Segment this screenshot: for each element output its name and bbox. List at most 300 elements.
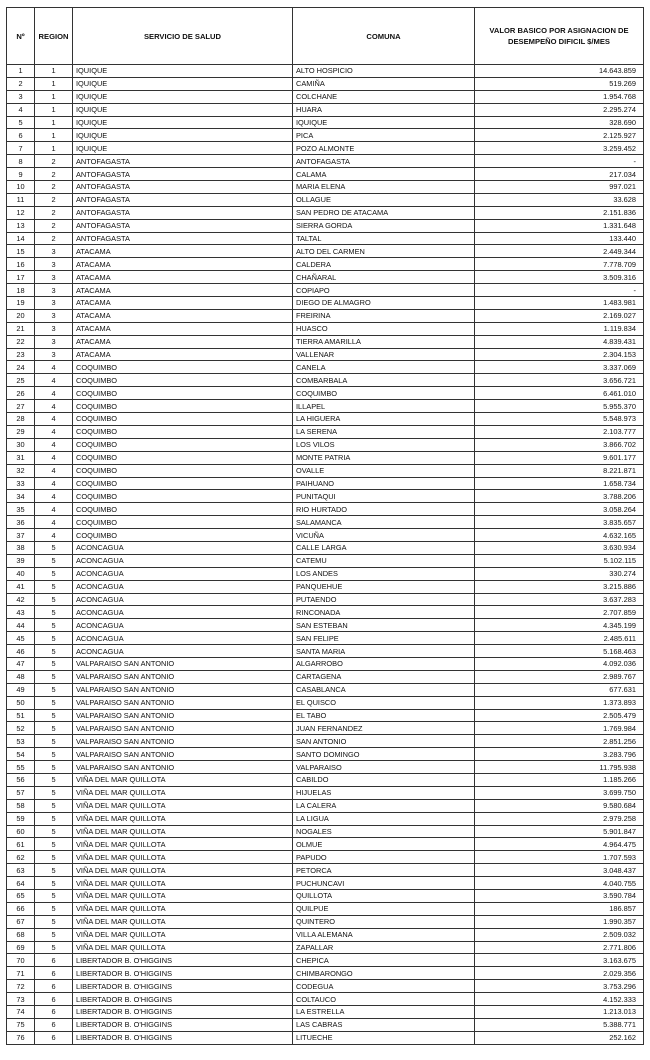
cell-num: 40	[7, 567, 35, 580]
cell-servicio: ANTOFAGASTA	[73, 219, 293, 232]
cell-region: 4	[35, 477, 73, 490]
cell-num: 47	[7, 657, 35, 670]
table-row	[7, 477, 644, 490]
cell-valor: 9.601.177	[475, 451, 644, 464]
cell-num: 73	[7, 993, 35, 1006]
cell-comuna: SAN PEDRO DE ATACAMA	[293, 206, 475, 219]
cell-servicio: COQUIMBO	[73, 516, 293, 529]
cell-num: 24	[7, 361, 35, 374]
cell-region: 4	[35, 438, 73, 451]
cell-num: 35	[7, 503, 35, 516]
cell-comuna: RIO HURTADO	[293, 503, 475, 516]
cell-num: 14	[7, 232, 35, 245]
cell-valor: 9.580.684	[475, 799, 644, 812]
table-row	[7, 232, 644, 245]
cell-servicio: VIÑA DEL MAR QUILLOTA	[73, 928, 293, 941]
cell-valor: 3.215.886	[475, 580, 644, 593]
table-row	[7, 1018, 644, 1031]
cell-valor: 1.769.984	[475, 722, 644, 735]
table-row	[7, 619, 644, 632]
cell-servicio: COQUIMBO	[73, 438, 293, 451]
cell-num: 23	[7, 348, 35, 361]
table-row	[7, 748, 644, 761]
table-row	[7, 696, 644, 709]
cell-valor: 2.029.356	[475, 967, 644, 980]
table-row	[7, 812, 644, 825]
table-row	[7, 825, 644, 838]
table-row	[7, 786, 644, 799]
cell-num: 33	[7, 477, 35, 490]
table-row	[7, 490, 644, 503]
table-row	[7, 245, 644, 258]
table-row	[7, 735, 644, 748]
cell-servicio: ACONCAGUA	[73, 645, 293, 658]
table-row	[7, 851, 644, 864]
cell-valor: 3.337.069	[475, 361, 644, 374]
cell-servicio: ACONCAGUA	[73, 606, 293, 619]
cell-comuna: CALDERA	[293, 258, 475, 271]
cell-servicio: VIÑA DEL MAR QUILLOTA	[73, 851, 293, 864]
cell-servicio: VALPARAISO SAN ANTONIO	[73, 761, 293, 774]
cell-region: 4	[35, 516, 73, 529]
cell-servicio: ATACAMA	[73, 245, 293, 258]
cell-servicio: VIÑA DEL MAR QUILLOTA	[73, 890, 293, 903]
cell-valor: 6.461.010	[475, 387, 644, 400]
cell-comuna: MONTE PATRIA	[293, 451, 475, 464]
cell-servicio: VIÑA DEL MAR QUILLOTA	[73, 864, 293, 877]
cell-comuna: OLLAGUE	[293, 193, 475, 206]
cell-valor: 2.851.256	[475, 735, 644, 748]
cell-comuna: CASABLANCA	[293, 683, 475, 696]
cell-region: 1	[35, 142, 73, 155]
cell-region: 5	[35, 851, 73, 864]
cell-comuna: PUTAENDO	[293, 593, 475, 606]
cell-region: 2	[35, 155, 73, 168]
cell-region: 6	[35, 993, 73, 1006]
cell-comuna: SAN ESTEBAN	[293, 619, 475, 632]
cell-num: 30	[7, 438, 35, 451]
cell-comuna: CHAÑARAL	[293, 271, 475, 284]
cell-servicio: LIBERTADOR B. O'HIGGINS	[73, 993, 293, 1006]
cell-region: 4	[35, 451, 73, 464]
cell-valor: 2.485.611	[475, 632, 644, 645]
cell-servicio: COQUIMBO	[73, 425, 293, 438]
cell-servicio: COQUIMBO	[73, 490, 293, 503]
cell-valor: 2.169.027	[475, 309, 644, 322]
cell-servicio: COQUIMBO	[73, 413, 293, 426]
table-row	[7, 129, 644, 142]
cell-valor: 997.021	[475, 181, 644, 194]
cell-region: 5	[35, 877, 73, 890]
cell-region: 5	[35, 645, 73, 658]
cell-servicio: VALPARAISO SAN ANTONIO	[73, 683, 293, 696]
header-num: Nº	[7, 8, 35, 65]
cell-valor: 5.548.973	[475, 413, 644, 426]
cell-comuna: CALAMA	[293, 168, 475, 181]
table-row	[7, 464, 644, 477]
cell-comuna: TIERRA AMARILLA	[293, 335, 475, 348]
cell-comuna: CALLE LARGA	[293, 541, 475, 554]
cell-region: 3	[35, 322, 73, 335]
cell-valor: 2.509.032	[475, 928, 644, 941]
cell-servicio: COQUIMBO	[73, 477, 293, 490]
cell-num: 70	[7, 954, 35, 967]
cell-region: 5	[35, 670, 73, 683]
cell-num: 22	[7, 335, 35, 348]
cell-valor: 2.125.927	[475, 129, 644, 142]
cell-servicio: VIÑA DEL MAR QUILLOTA	[73, 941, 293, 954]
cell-region: 4	[35, 387, 73, 400]
cell-servicio: LIBERTADOR B. O'HIGGINS	[73, 1006, 293, 1019]
cell-comuna: VICUÑA	[293, 529, 475, 542]
table-row	[7, 593, 644, 606]
cell-valor: 1.213.013	[475, 1006, 644, 1019]
cell-valor: 3.656.721	[475, 374, 644, 387]
table-row	[7, 567, 644, 580]
cell-num: 31	[7, 451, 35, 464]
cell-region: 5	[35, 928, 73, 941]
cell-region: 5	[35, 709, 73, 722]
cell-region: 4	[35, 413, 73, 426]
cell-valor: 2.979.258	[475, 812, 644, 825]
cell-region: 2	[35, 232, 73, 245]
table-row	[7, 993, 644, 1006]
table-row	[7, 877, 644, 890]
cell-servicio: IQUIQUE	[73, 129, 293, 142]
cell-num: 7	[7, 142, 35, 155]
cell-comuna: ALTO DEL CARMEN	[293, 245, 475, 258]
cell-region: 3	[35, 335, 73, 348]
cell-region: 5	[35, 567, 73, 580]
cell-valor: 330.274	[475, 567, 644, 580]
asignacion-table	[6, 7, 644, 1045]
table-row	[7, 838, 644, 851]
cell-region: 3	[35, 245, 73, 258]
cell-comuna: TALTAL	[293, 232, 475, 245]
table-row	[7, 322, 644, 335]
cell-region: 6	[35, 967, 73, 980]
cell-servicio: COQUIMBO	[73, 400, 293, 413]
cell-region: 5	[35, 619, 73, 632]
cell-region: 4	[35, 490, 73, 503]
cell-valor: 3.048.437	[475, 864, 644, 877]
cell-comuna: FREIRINA	[293, 309, 475, 322]
cell-valor: 2.989.767	[475, 670, 644, 683]
cell-servicio: ATACAMA	[73, 348, 293, 361]
table-row	[7, 773, 644, 786]
table-row	[7, 142, 644, 155]
cell-region: 3	[35, 271, 73, 284]
cell-servicio: VIÑA DEL MAR QUILLOTA	[73, 877, 293, 890]
cell-valor: 519.269	[475, 77, 644, 90]
cell-servicio: LIBERTADOR B. O'HIGGINS	[73, 954, 293, 967]
cell-num: 54	[7, 748, 35, 761]
cell-num: 12	[7, 206, 35, 219]
cell-comuna: CAMIÑA	[293, 77, 475, 90]
cell-servicio: VALPARAISO SAN ANTONIO	[73, 709, 293, 722]
cell-comuna: COQUIMBO	[293, 387, 475, 400]
cell-num: 26	[7, 387, 35, 400]
table-row	[7, 309, 644, 322]
cell-valor: 33.628	[475, 193, 644, 206]
cell-region: 5	[35, 761, 73, 774]
cell-comuna: RINCONADA	[293, 606, 475, 619]
cell-num: 55	[7, 761, 35, 774]
cell-comuna: PAPUDO	[293, 851, 475, 864]
cell-valor: 1.707.593	[475, 851, 644, 864]
cell-comuna: EL QUISCO	[293, 696, 475, 709]
cell-servicio: VIÑA DEL MAR QUILLOTA	[73, 902, 293, 915]
cell-num: 59	[7, 812, 35, 825]
table-row	[7, 980, 644, 993]
cell-comuna: LA HIGUERA	[293, 413, 475, 426]
cell-comuna: LOS VILOS	[293, 438, 475, 451]
cell-servicio: LIBERTADOR B. O'HIGGINS	[73, 1031, 293, 1044]
cell-comuna: HUARA	[293, 103, 475, 116]
cell-num: 60	[7, 825, 35, 838]
cell-region: 4	[35, 425, 73, 438]
cell-valor: 328.690	[475, 116, 644, 129]
cell-servicio: IQUIQUE	[73, 90, 293, 103]
cell-region: 4	[35, 361, 73, 374]
table-row	[7, 799, 644, 812]
cell-valor: 2.103.777	[475, 425, 644, 438]
table-row	[7, 709, 644, 722]
cell-num: 27	[7, 400, 35, 413]
cell-servicio: VIÑA DEL MAR QUILLOTA	[73, 773, 293, 786]
cell-servicio: VALPARAISO SAN ANTONIO	[73, 696, 293, 709]
table-row	[7, 155, 644, 168]
cell-valor: 4.040.755	[475, 877, 644, 890]
cell-comuna: ZAPALLAR	[293, 941, 475, 954]
cell-valor: 3.259.452	[475, 142, 644, 155]
cell-num: 69	[7, 941, 35, 954]
cell-valor: 1.483.981	[475, 297, 644, 310]
cell-valor: 4.345.199	[475, 619, 644, 632]
cell-num: 25	[7, 374, 35, 387]
cell-valor: -	[475, 284, 644, 297]
cell-comuna: ALGARROBO	[293, 657, 475, 670]
header-region: REGION	[35, 8, 73, 65]
cell-num: 1	[7, 65, 35, 78]
cell-valor: 5.955.370	[475, 400, 644, 413]
table-row	[7, 438, 644, 451]
cell-valor: 5.901.847	[475, 825, 644, 838]
cell-region: 5	[35, 696, 73, 709]
cell-num: 52	[7, 722, 35, 735]
cell-num: 6	[7, 129, 35, 142]
cell-servicio: VIÑA DEL MAR QUILLOTA	[73, 838, 293, 851]
cell-servicio: COQUIMBO	[73, 503, 293, 516]
header-comuna: COMUNA	[293, 8, 475, 65]
cell-num: 57	[7, 786, 35, 799]
cell-region: 1	[35, 65, 73, 78]
cell-comuna: OLMUE	[293, 838, 475, 851]
cell-comuna: SAN ANTONIO	[293, 735, 475, 748]
cell-num: 63	[7, 864, 35, 877]
cell-servicio: VALPARAISO SAN ANTONIO	[73, 735, 293, 748]
cell-comuna: OVALLE	[293, 464, 475, 477]
cell-servicio: ACONCAGUA	[73, 593, 293, 606]
cell-comuna: ILLAPEL	[293, 400, 475, 413]
table-row	[7, 413, 644, 426]
cell-num: 32	[7, 464, 35, 477]
table-row	[7, 670, 644, 683]
cell-region: 5	[35, 580, 73, 593]
cell-servicio: ANTOFAGASTA	[73, 181, 293, 194]
cell-region: 5	[35, 825, 73, 838]
cell-comuna: PICA	[293, 129, 475, 142]
cell-num: 28	[7, 413, 35, 426]
cell-servicio: COQUIMBO	[73, 529, 293, 542]
cell-comuna: MARIA ELENA	[293, 181, 475, 194]
cell-servicio: VIÑA DEL MAR QUILLOTA	[73, 825, 293, 838]
cell-servicio: COQUIMBO	[73, 374, 293, 387]
cell-comuna: PUNITAQUI	[293, 490, 475, 503]
cell-servicio: ANTOFAGASTA	[73, 155, 293, 168]
cell-region: 5	[35, 941, 73, 954]
cell-valor: 3.835.657	[475, 516, 644, 529]
cell-comuna: LAS CABRAS	[293, 1018, 475, 1031]
cell-comuna: POZO ALMONTE	[293, 142, 475, 155]
cell-region: 3	[35, 284, 73, 297]
cell-region: 4	[35, 464, 73, 477]
cell-valor: 1.954.768	[475, 90, 644, 103]
cell-num: 76	[7, 1031, 35, 1044]
cell-num: 9	[7, 168, 35, 181]
cell-region: 6	[35, 980, 73, 993]
cell-servicio: ANTOFAGASTA	[73, 193, 293, 206]
cell-valor: 8.221.871	[475, 464, 644, 477]
cell-comuna: IQUIQUE	[293, 116, 475, 129]
cell-region: 1	[35, 129, 73, 142]
cell-valor: 5.168.463	[475, 645, 644, 658]
cell-valor: 677.631	[475, 683, 644, 696]
cell-valor: 2.505.479	[475, 709, 644, 722]
table-row	[7, 258, 644, 271]
cell-valor: 5.102.115	[475, 554, 644, 567]
cell-comuna: PANQUEHUE	[293, 580, 475, 593]
cell-num: 45	[7, 632, 35, 645]
cell-num: 11	[7, 193, 35, 206]
cell-region: 5	[35, 786, 73, 799]
cell-num: 38	[7, 541, 35, 554]
cell-region: 2	[35, 168, 73, 181]
cell-servicio: LIBERTADOR B. O'HIGGINS	[73, 980, 293, 993]
cell-comuna: CARTAGENA	[293, 670, 475, 683]
cell-valor: -	[475, 155, 644, 168]
cell-comuna: SANTA MARIA	[293, 645, 475, 658]
cell-region: 1	[35, 103, 73, 116]
cell-servicio: ACONCAGUA	[73, 580, 293, 593]
cell-num: 56	[7, 773, 35, 786]
cell-region: 1	[35, 116, 73, 129]
table-row	[7, 722, 644, 735]
cell-comuna: PETORCA	[293, 864, 475, 877]
cell-comuna: CATEMU	[293, 554, 475, 567]
cell-servicio: ACONCAGUA	[73, 541, 293, 554]
cell-comuna: VALPARAISO	[293, 761, 475, 774]
cell-region: 6	[35, 1031, 73, 1044]
table-row	[7, 645, 644, 658]
cell-servicio: IQUIQUE	[73, 103, 293, 116]
cell-num: 41	[7, 580, 35, 593]
cell-valor: 3.283.796	[475, 748, 644, 761]
table-row	[7, 387, 644, 400]
cell-valor: 1.658.734	[475, 477, 644, 490]
cell-valor: 1.990.357	[475, 915, 644, 928]
table-row	[7, 400, 644, 413]
table-row	[7, 90, 644, 103]
cell-num: 10	[7, 181, 35, 194]
cell-region: 5	[35, 606, 73, 619]
cell-comuna: QUINTERO	[293, 915, 475, 928]
cell-region: 5	[35, 838, 73, 851]
cell-servicio: VALPARAISO SAN ANTONIO	[73, 748, 293, 761]
cell-servicio: VALPARAISO SAN ANTONIO	[73, 722, 293, 735]
table-row	[7, 503, 644, 516]
cell-servicio: COQUIMBO	[73, 361, 293, 374]
cell-region: 5	[35, 554, 73, 567]
cell-region: 5	[35, 812, 73, 825]
cell-valor: 2.295.274	[475, 103, 644, 116]
cell-servicio: ACONCAGUA	[73, 567, 293, 580]
table-row	[7, 219, 644, 232]
cell-region: 5	[35, 632, 73, 645]
table-row	[7, 657, 644, 670]
cell-valor: 4.152.333	[475, 993, 644, 1006]
table-row	[7, 193, 644, 206]
cell-num: 50	[7, 696, 35, 709]
cell-comuna: CHIMBARONGO	[293, 967, 475, 980]
cell-valor: 186.857	[475, 902, 644, 915]
cell-comuna: CABILDO	[293, 773, 475, 786]
cell-servicio: VALPARAISO SAN ANTONIO	[73, 670, 293, 683]
cell-region: 5	[35, 773, 73, 786]
cell-num: 51	[7, 709, 35, 722]
cell-num: 48	[7, 670, 35, 683]
cell-comuna: QUILLOTA	[293, 890, 475, 903]
cell-comuna: JUAN FERNANDEZ	[293, 722, 475, 735]
cell-comuna: SIERRA GORDA	[293, 219, 475, 232]
cell-servicio: ANTOFAGASTA	[73, 168, 293, 181]
table-row	[7, 65, 644, 78]
cell-valor: 133.440	[475, 232, 644, 245]
cell-num: 65	[7, 890, 35, 903]
cell-num: 29	[7, 425, 35, 438]
cell-num: 64	[7, 877, 35, 890]
cell-comuna: PUCHUNCAVI	[293, 877, 475, 890]
cell-num: 53	[7, 735, 35, 748]
cell-servicio: ATACAMA	[73, 271, 293, 284]
cell-num: 62	[7, 851, 35, 864]
cell-region: 2	[35, 181, 73, 194]
cell-valor: 1.373.893	[475, 696, 644, 709]
cell-comuna: ALTO HOSPICIO	[293, 65, 475, 78]
cell-num: 4	[7, 103, 35, 116]
cell-num: 37	[7, 529, 35, 542]
cell-num: 43	[7, 606, 35, 619]
table-row	[7, 864, 644, 877]
cell-num: 46	[7, 645, 35, 658]
table-row	[7, 580, 644, 593]
cell-valor: 5.388.771	[475, 1018, 644, 1031]
cell-num: 61	[7, 838, 35, 851]
table-row	[7, 890, 644, 903]
cell-comuna: HIJUELAS	[293, 786, 475, 799]
cell-servicio: ATACAMA	[73, 309, 293, 322]
cell-valor: 1.331.648	[475, 219, 644, 232]
